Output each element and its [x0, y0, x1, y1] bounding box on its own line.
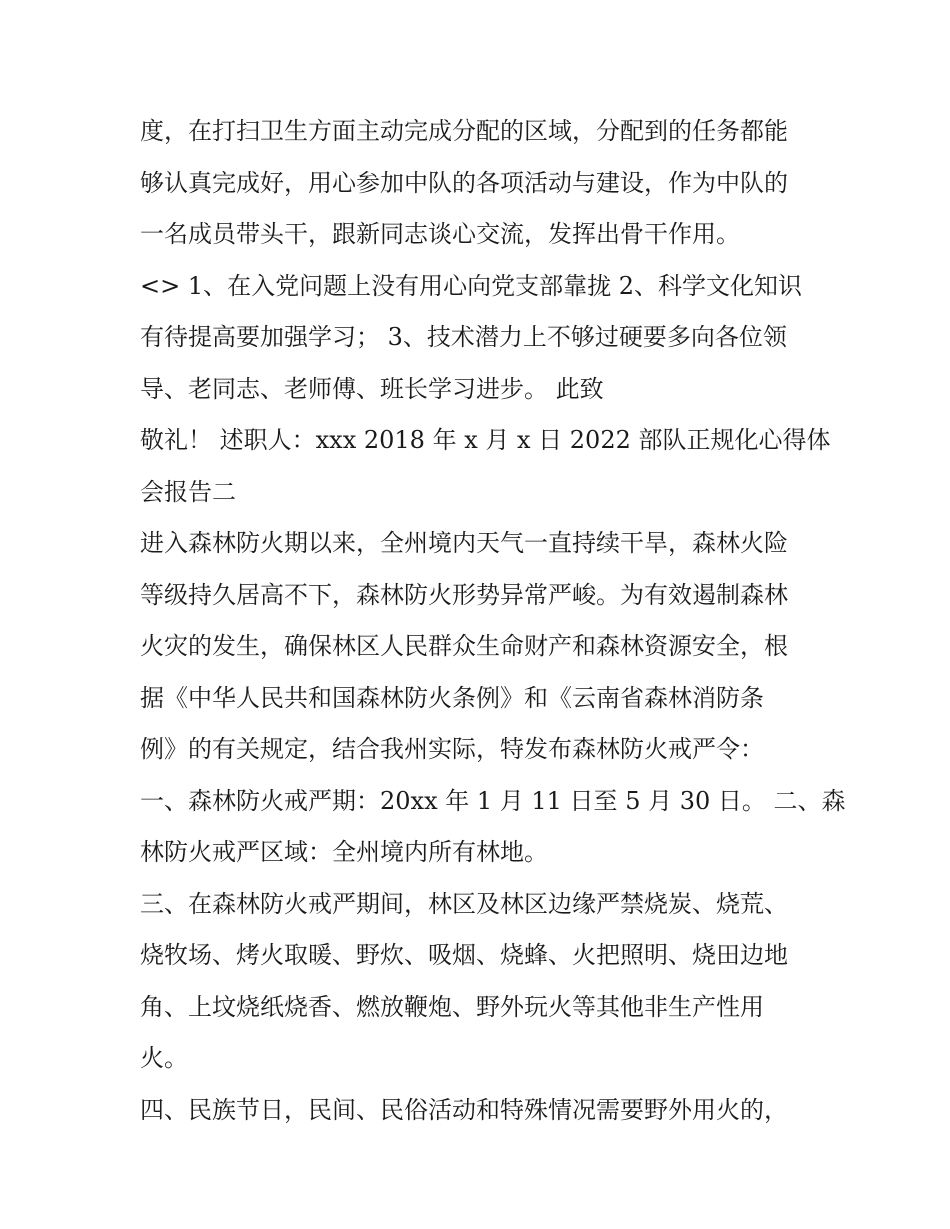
paragraph-4 [140, 518, 820, 776]
text-line: 有待提高要加强学习； 3、技术潜力上不够过硬要多向各位领 [140, 323, 787, 351]
text-line: 据《中华人民共和国森林防火条例》和《云南省森林消防条 [140, 683, 764, 712]
paragraph-2 [140, 261, 820, 416]
text-line: 火灾的发生，确保林区人民群众生命财产和森林资源安全，根 [140, 632, 788, 660]
paragraph-3 [140, 415, 831, 518]
text-line: 会报告二 [140, 477, 236, 506]
text-line: 四、民族节日，民间、民俗活动和特殊情况需要野外用火的， [140, 1095, 788, 1124]
paragraph-7 [140, 1085, 820, 1137]
text-line: 烧牧场、烤火取暖、野炊、吸烟、烧蜂、火把照明、烧田边地 [140, 941, 788, 969]
paragraph-1 [140, 106, 820, 261]
text-line: <> 1、在入党问题上没有用心向党支部靠拢 2、科学文化知识 [140, 271, 803, 300]
text-line: 一名成员带头干，跟新同志谈心交流，发挥出骨干作用。 [140, 220, 740, 248]
text-line: 角、上坟烧纸烧香、燃放鞭炮、野外玩火等其他非生产性用 [140, 992, 764, 1021]
text-line: 够认真完成好，用心参加中队的各项活动与建设，作为中队的 [140, 168, 788, 197]
text-line: 三、在森林防火戒严期间，林区及林区边缘严禁烧炭、烧荒、 [140, 889, 788, 918]
text-line: 林防火戒严区域：全州境内所有林地。 [140, 838, 548, 866]
text-line: 导、老同志、老师傅、班长学习进步。 此致 [140, 374, 604, 403]
text-line: 敬礼！ 述职人：xxx 2018 年 x 月 x 日 2022 部队正规化心得体 [140, 426, 831, 454]
document-body [140, 106, 846, 1136]
text-line: 一、森林防火戒严期：20xx 年 1 月 11 日至 5 月 30 日。 二、森 [140, 786, 846, 815]
text-line: 火。 [140, 1044, 188, 1072]
paragraph-5 [140, 776, 846, 879]
paragraph-6 [140, 879, 820, 1085]
text-line: 进入森林防火期以来，全州境内天气一直持续干旱，森林火险 [140, 529, 788, 557]
text-line: 例》的有关规定，结合我州实际，特发布森林防火戒严令： [140, 735, 764, 763]
text-line: 等级持久居高不下，森林防火形势异常严峻。为有效遏制森林 [140, 580, 788, 609]
text-line: 度，在打扫卫生方面主动完成分配的区域，分配到的任务都能 [140, 117, 788, 145]
